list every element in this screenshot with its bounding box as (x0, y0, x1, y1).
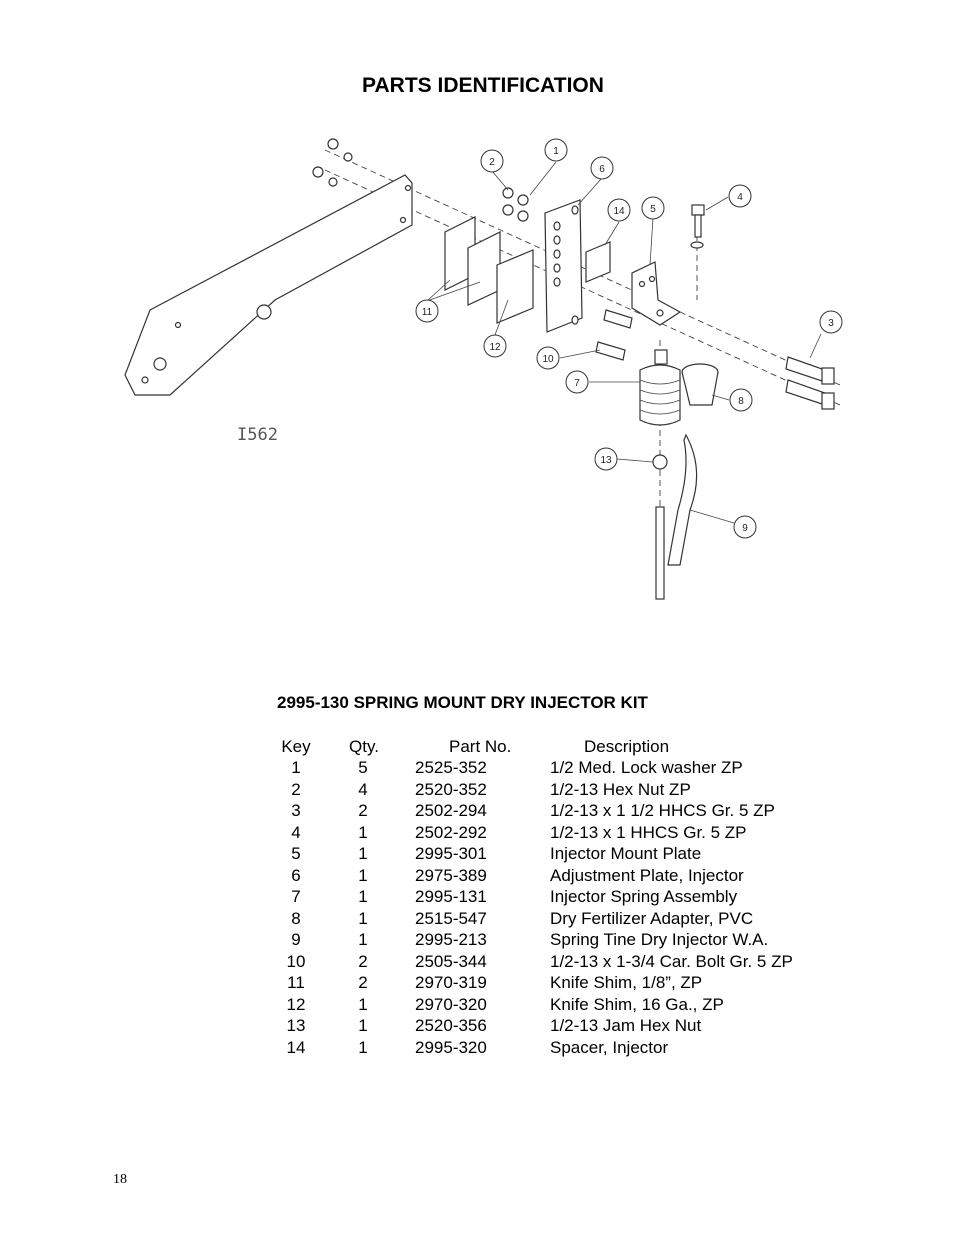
svg-text:9: 9 (742, 523, 748, 534)
callout-1 (545, 139, 567, 161)
row-description: 1/2-13 Jam Hex Nut (550, 1016, 702, 1035)
row-part-number: 2995-213 (415, 930, 487, 949)
svg-text:12: 12 (489, 342, 501, 353)
callout-3 (820, 311, 842, 333)
row-key: 7 (291, 887, 301, 906)
table-row (0, 866, 954, 887)
row-qty: 1 (358, 930, 368, 949)
svg-text:10: 10 (542, 354, 554, 365)
row-description: Injector Mount Plate (550, 844, 702, 863)
carriage-bolts (596, 310, 632, 360)
row-part-number: 2505-344 (415, 951, 487, 971)
row-description: Knife Shim, 1/8”, ZP (550, 973, 703, 992)
injector-spring-assembly (640, 350, 680, 425)
row-qty: 5 (358, 758, 368, 777)
mounting-bar (125, 175, 412, 395)
adjustment-plate (545, 200, 582, 332)
row-description: 1/2 Med. Lock washer ZP (550, 758, 743, 777)
dry-fertilizer-adapter (682, 364, 718, 405)
row-qty: 4 (358, 779, 368, 799)
row-qty: 1 (358, 844, 368, 863)
callout-11 (416, 300, 438, 322)
header-desc: Description (584, 737, 670, 756)
header-part: Part No. (449, 737, 512, 756)
row-qty: 2 (358, 973, 368, 992)
injector-mount-plate (632, 262, 680, 325)
svg-text:8: 8 (738, 396, 744, 407)
row-description: 1/2-13 x 1 1/2 HHCS Gr. 5 ZP (550, 801, 775, 820)
page-title: PARTS IDENTIFICATION (362, 74, 604, 97)
table-row (0, 887, 954, 908)
table-row (0, 973, 954, 994)
row-qty: 1 (358, 887, 368, 906)
row-description: Knife Shim, 16 Ga., ZP (550, 994, 724, 1014)
row-part-number: 2502-292 (415, 822, 487, 842)
table-row (0, 823, 954, 844)
svg-text:11: 11 (421, 307, 433, 318)
callout-13 (595, 448, 617, 470)
row-part-number: 2970-320 (415, 994, 487, 1014)
row-qty: 2 (358, 801, 368, 820)
row-key: 13 (286, 1016, 306, 1035)
row-key: 5 (291, 844, 301, 863)
row-part-number: 2520-356 (415, 1016, 487, 1035)
row-key: 12 (286, 994, 306, 1014)
svg-text:7: 7 (574, 378, 580, 389)
table-row (0, 930, 954, 951)
kit-title: 2995-130 SPRING MOUNT DRY INJECTOR KIT (277, 693, 648, 712)
svg-text:4: 4 (737, 192, 743, 203)
callout-7 (566, 371, 588, 393)
row-key: 4 (291, 822, 301, 842)
table-row (0, 844, 954, 865)
callout-2 (481, 150, 503, 172)
table-header (0, 737, 954, 758)
row-qty: 1 (358, 1037, 368, 1057)
callout-4 (729, 185, 751, 207)
row-key: 2 (291, 779, 301, 799)
row-qty: 1 (358, 822, 368, 842)
table-row (0, 801, 954, 822)
exploded-parts-diagram (0, 120, 954, 610)
row-key: 3 (291, 801, 301, 820)
injector-spacer (586, 242, 610, 282)
svg-text:13: 13 (600, 455, 612, 466)
page-number: 18 (113, 1172, 127, 1187)
callout-14 (608, 199, 630, 221)
row-part-number: 2502-294 (415, 801, 487, 820)
svg-text:6: 6 (599, 164, 605, 175)
row-description: Dry Fertilizer Adapter, PVC (550, 908, 754, 928)
row-description: Spring Tine Dry Injector W.A. (550, 930, 769, 949)
row-part-number: 2515-547 (415, 908, 487, 928)
row-key: 8 (291, 908, 301, 928)
table-row (0, 1016, 954, 1037)
row-part-number: 2525-352 (415, 758, 487, 777)
header-key: Key (281, 737, 311, 756)
callout-10 (537, 347, 559, 369)
table-row (0, 758, 954, 779)
svg-text:3: 3 (828, 318, 834, 329)
row-description: 1/2-13 x 1 HHCS Gr. 5 ZP (550, 822, 747, 842)
row-description: Injector Spring Assembly (550, 887, 738, 906)
table-row (0, 995, 954, 1016)
row-key: 11 (287, 973, 305, 992)
callout-12 (484, 335, 506, 357)
row-part-number: 2995-301 (415, 844, 487, 863)
row-part-number: 2995-131 (415, 887, 487, 906)
nuts-washers-center (503, 188, 528, 221)
row-key: 1 (291, 758, 301, 777)
callout-6 (591, 157, 613, 179)
svg-text:2: 2 (489, 157, 495, 168)
nuts-washers-left (313, 139, 352, 186)
row-description: Spacer, Injector (550, 1037, 669, 1057)
jam-hex-nut (653, 455, 667, 469)
row-description: 1/2-13 Hex Nut ZP (550, 779, 691, 799)
svg-text:1: 1 (553, 146, 559, 157)
table-row (0, 780, 954, 801)
row-part-number: 2970-319 (415, 973, 487, 992)
callout-9 (734, 516, 756, 538)
row-qty: 2 (358, 951, 368, 971)
row-description: Adjustment Plate, Injector (550, 865, 744, 885)
callout-8 (730, 389, 752, 411)
knife-shims (445, 217, 533, 323)
header-qty: Qty. (349, 737, 379, 756)
row-part-number: 2520-352 (415, 779, 487, 799)
row-key: 10 (286, 951, 306, 971)
row-key: 6 (291, 865, 301, 885)
row-key: 14 (286, 1037, 306, 1057)
row-qty: 1 (358, 865, 368, 885)
callout-5 (642, 197, 664, 219)
svg-text:5: 5 (650, 204, 656, 215)
drawing-code: I562 (237, 425, 278, 445)
row-part-number: 2995-320 (415, 1037, 487, 1057)
table-row (0, 1038, 954, 1059)
table-row (0, 952, 954, 973)
row-qty: 1 (358, 994, 368, 1014)
svg-text:14: 14 (613, 206, 625, 217)
row-qty: 1 (358, 908, 368, 928)
row-part-number: 2975-389 (415, 865, 487, 885)
row-qty: 1 (358, 1016, 368, 1035)
row-description: 1/2-13 x 1-3/4 Car. Bolt Gr. 5 ZP (550, 951, 793, 971)
table-row (0, 909, 954, 930)
row-key: 9 (291, 930, 301, 949)
